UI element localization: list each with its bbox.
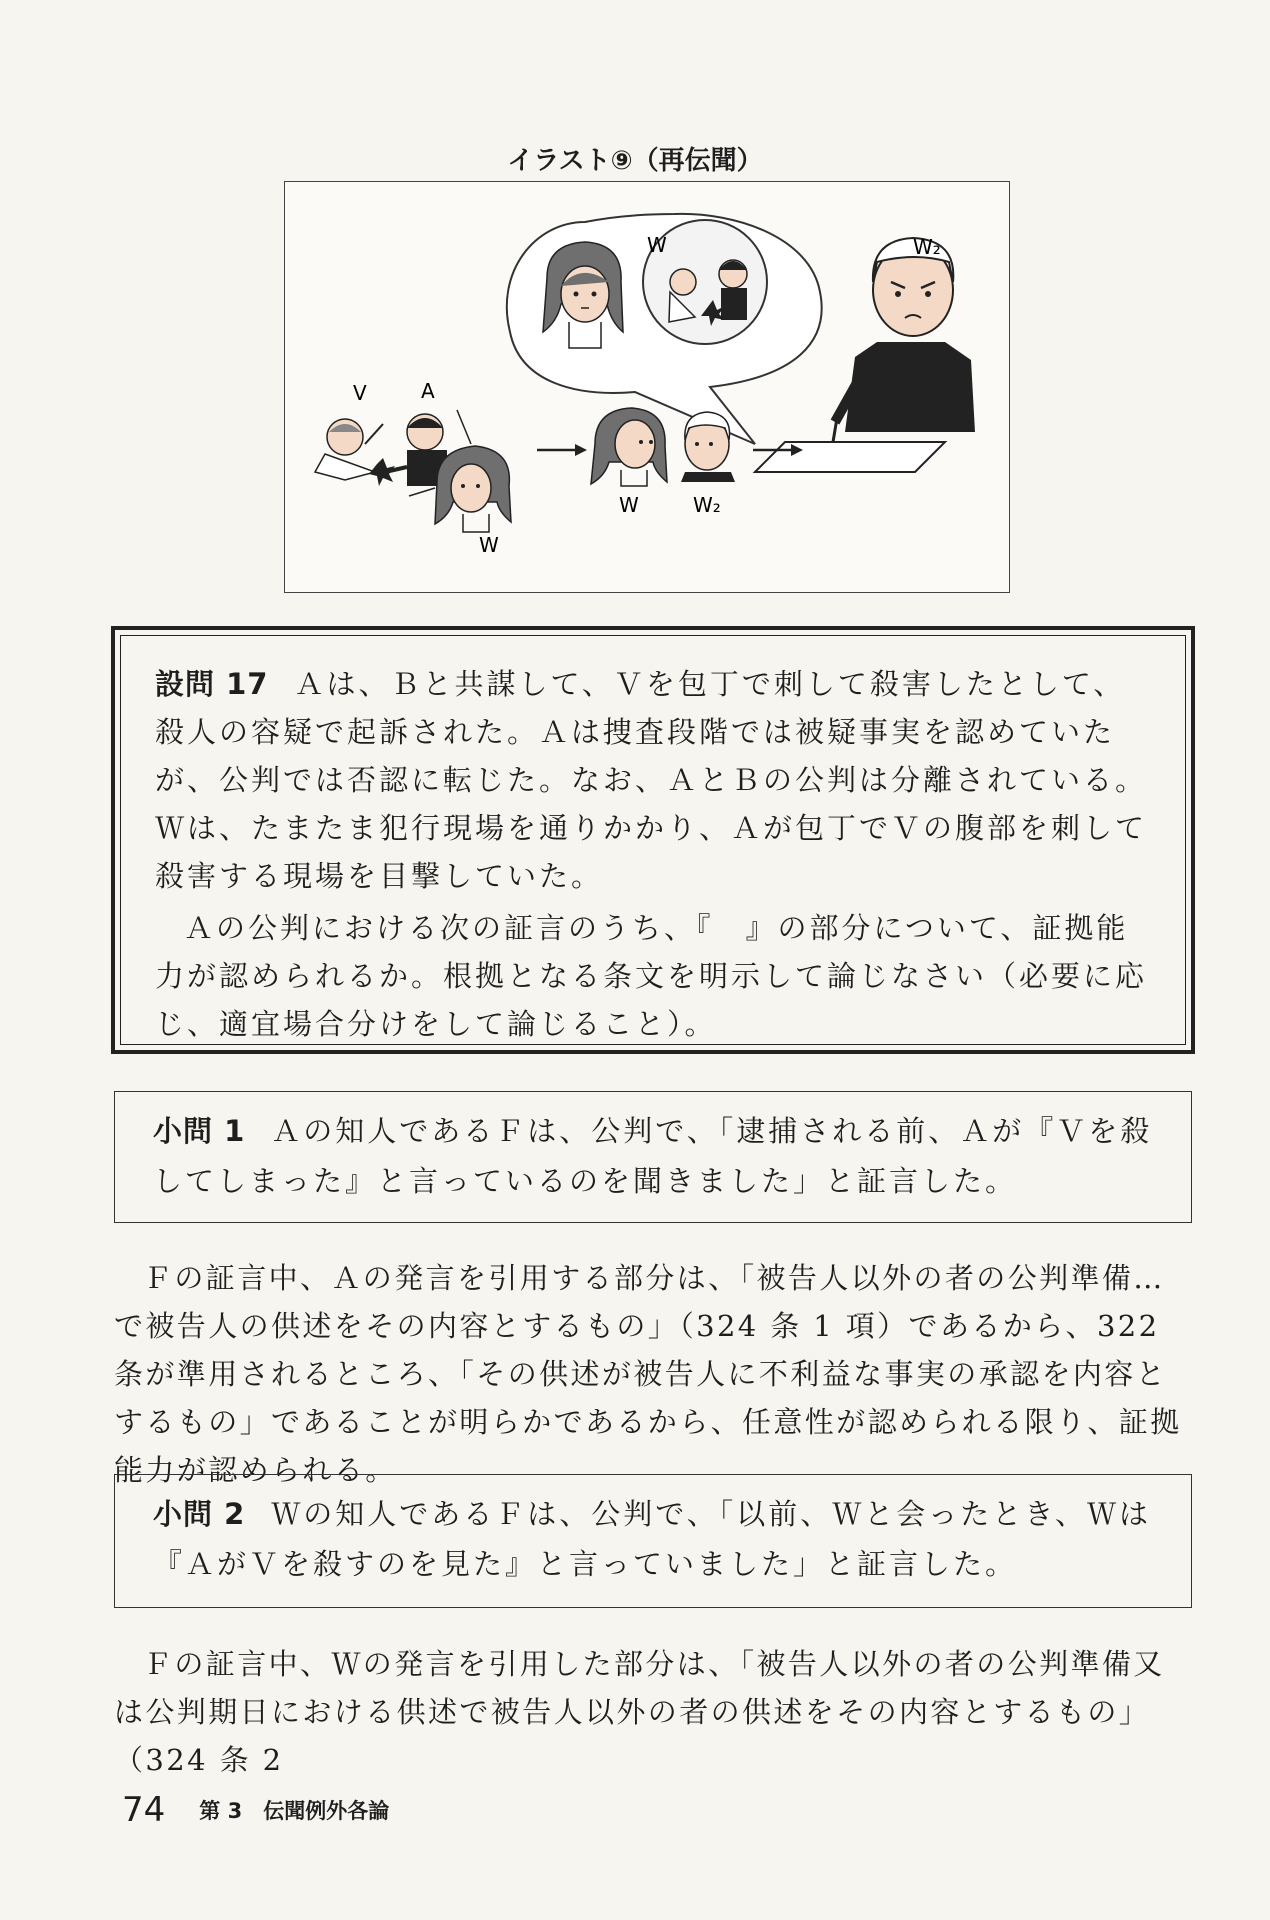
page-footer — [122, 1790, 389, 1830]
label-w2-top: W₂ — [913, 235, 941, 259]
hearsay-illustration — [285, 182, 1009, 592]
illustration-frame — [284, 181, 1010, 593]
label-w-bottom: W — [479, 533, 499, 557]
label-w-middle: W — [619, 493, 639, 517]
answer-1-paragraph: Ｆの証言中、Ａの発言を引用する部分は、「被告人以外の者の公判準備…で被告人の供述をその内容とするもの」（324 条 1 項）であるから、322 条が準用されるところ、「その供述が被告人に不利益な事実の承認を内容とするもの」であることが明らかであるから、任意性が認められる限り、証拠能力が認められる。 — [114, 1261, 1182, 1487]
question-17-text1: Ａは、Ｂと共謀して、Ｖを包丁で刺して殺害したとして、殺人の容疑で起訴された。Ａは捜査段階では被疑事実を認めていたが、公判では否認に転じた。なお、ＡとＢの公判は分離されている。Ｗは、たまたま犯行現場を通りかかり、Ａが包丁でＶの腹部を刺して殺害する現場を目撃していた。 — [155, 667, 1148, 893]
witness-middle — [591, 408, 667, 486]
chapter-title: 第 3 伝聞例外各論 — [199, 1799, 390, 1823]
paper-sheet — [755, 442, 945, 472]
w2-man-middle — [681, 412, 735, 482]
witness-bottom — [435, 446, 511, 532]
answer-2-paragraph: Ｆの証言中、Ｗの発言を引用した部分は、「被告人以外の者の公判準備又は公判期日における供述で被告人以外の者の供述をその内容とするもの」（324 条 2 — [114, 1647, 1165, 1777]
label-a: A — [421, 379, 435, 403]
question-17-para1 — [155, 660, 1155, 900]
crime-scene-figures — [315, 414, 447, 486]
subquestion-1-text: Ａの知人であるＦは、公判で、「逮捕される前、Ａが『Ｖを殺してしまった』と言っているのを聞きました」と証言した。 — [153, 1114, 1153, 1198]
question-17-para2: Ａの公判における次の証言のうち、『 』の部分について、証拠能力が認められるか。根拠となる条文を明示して論じなさい（必要に応じ、適宜場合分けをして論じること）。 — [155, 911, 1148, 1041]
label-v: V — [353, 381, 367, 405]
label-w-bubble: W — [647, 233, 667, 257]
illustration-caption: イラスト⑨（再伝聞） — [507, 146, 763, 176]
question-17-box — [111, 626, 1195, 1054]
subquestion-2-text-block — [153, 1489, 1165, 1589]
label-w2-middle: W₂ — [693, 493, 721, 517]
subquestion-2-text: Ｗの知人であるＦは、公判で、「以前、Ｗと会ったとき、Ｗは『ＡがＶを殺すのを見た』と言っていました」と証言した。 — [153, 1497, 1152, 1581]
page-number: 74 — [122, 1790, 166, 1830]
subquestion-2-box — [114, 1474, 1192, 1608]
subquestion-2-label: 小問 2 — [153, 1497, 246, 1531]
subquestion-1-box — [114, 1091, 1192, 1223]
subquestion-1-text-block — [153, 1106, 1165, 1206]
question-17-label: 設問 17 — [155, 667, 269, 701]
question-17-inner-border — [120, 635, 1186, 1045]
subquestion-1-label: 小問 1 — [153, 1114, 246, 1148]
arrow-right-icon — [537, 444, 587, 456]
